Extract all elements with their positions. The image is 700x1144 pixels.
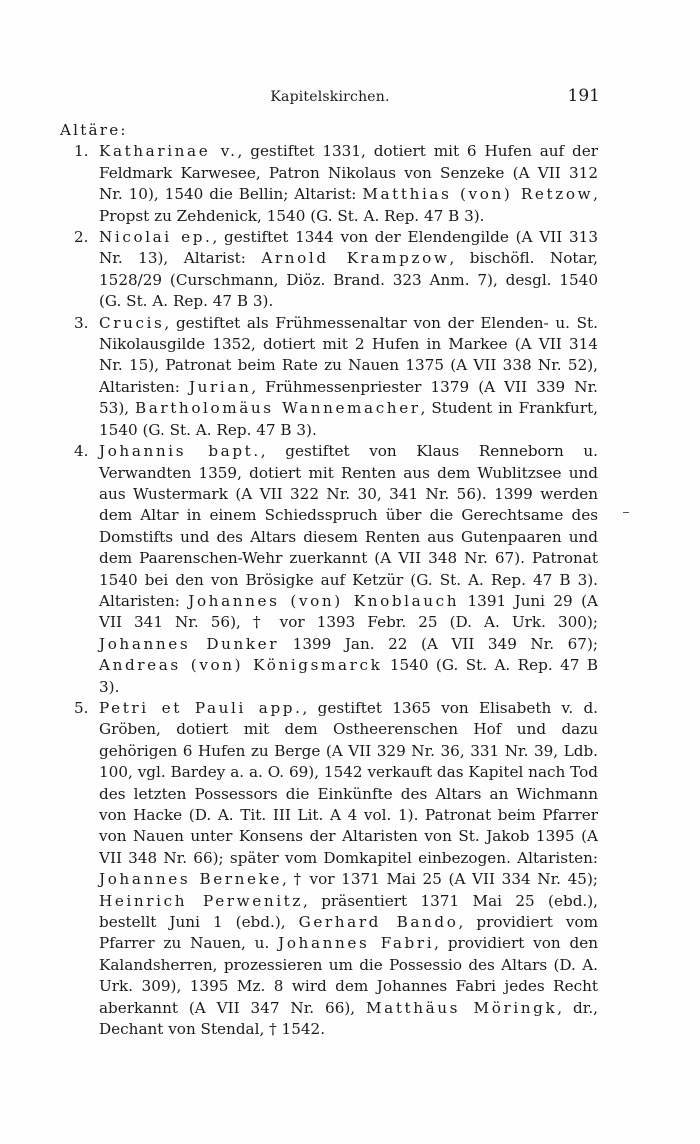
spaced-name: Johannis bapt. bbox=[99, 442, 261, 461]
entry-text: 1399 Jan. 22 (A VII 349 Nr. 67); bbox=[279, 634, 598, 653]
entry-text: , Frühmessenpriester 1379 (A VII 339 Nr. 53), bbox=[99, 377, 598, 418]
entry-text: , gestiftet 1331, dotiert mit 6 Hufen auf der Feldmark Karwesee, Patron Nikolaus von Senzeke (A VII 312 Nr. 10), 1540 die Bellin; Altarist: bbox=[99, 142, 598, 204]
entry-text: , providiert vom Pfarrer zu Nauen, u. bbox=[99, 913, 598, 953]
spaced-name: Petri et Pauli app. bbox=[99, 698, 303, 717]
running-title: Kapitelskirchen. bbox=[270, 89, 390, 105]
entry-text: , gestiftet von Klaus Renneborn u. Verwandten 1359, dotiert mit Renten aus dem Wublitzsee und aus Wustermark (A VII 322 Nr. 30, 341 Nr. 56). 1399 werden dem Altar in einem Schiedsspruch über die Gerechtsame des Domstifts und des Altars diesem Renten aus Gutenpaaren und dem Paarenschen-Wehr zuerkannt (A VII 348 Nr. 67). Patronat 1540 bei den von Brösigke auf Ketzür (G. St. A. Rep. 47 B 3). Altaristen: bbox=[99, 442, 598, 610]
entry-number: 2. bbox=[74, 228, 89, 247]
spaced-name: Johannes Dunker bbox=[99, 634, 280, 653]
entry-number: 1. bbox=[74, 142, 89, 161]
spaced-name: Jurian bbox=[188, 377, 252, 396]
altar-entry bbox=[60, 227, 598, 313]
spaced-name: Johannes Fabri bbox=[278, 934, 435, 953]
entry-text: , providiert von den Kalandsherren, prozessieren um die Possessio des Altars (D. A. Urk. 309), 1395 Mz. 8 wird dem Johannes Fabri jedes Recht aberkannt (A VII 347 Nr. 66), bbox=[99, 934, 598, 1017]
altar-list bbox=[60, 141, 598, 1040]
entry-text: , † vor 1371 Mai 25 (A VII 334 Nr. 45); bbox=[282, 870, 598, 889]
entry-number: 4. bbox=[74, 442, 89, 461]
entry-text: , gestiftet als Frühmessenaltar von der Elenden- u. St. Nikolausgilde 1352, dotiert mit 2 Hufen in Markee (A VII 314 Nr. 15), Patronat beim Rate zu Nauen 1375 (A VII 338 Nr. 52), Altaristen: bbox=[99, 313, 598, 396]
running-head bbox=[60, 86, 600, 108]
spaced-name: Arnold Krampzow bbox=[261, 249, 450, 268]
entry-text: , bischöfl. Notar, 1528/29 (Curschmann, Diöz. Brand. 323 Anm. 7), desgl. 1540 (G. St. A. Rep. 47 B 3). bbox=[99, 249, 598, 311]
page-number: 191 bbox=[567, 86, 600, 106]
spaced-name: Nicolai ep. bbox=[99, 228, 213, 247]
entry-text: , Propst zu Zehdenick, 1540 (G. St. A. Rep. 47 B 3). bbox=[99, 185, 598, 225]
spaced-name: Heinrich Perwenitz bbox=[99, 891, 303, 910]
spaced-name: Johannes (von) Knoblauch bbox=[188, 591, 460, 610]
entry-text: , präsentiert 1371 Mai 25 (ebd.), bestellt Juni 1 (ebd.), bbox=[99, 891, 598, 932]
entry-number: 5. bbox=[74, 698, 89, 717]
spaced-name: Bartholomäus Wannemacher bbox=[134, 399, 421, 418]
altar-entry bbox=[60, 441, 598, 698]
entry-text: , dr., Dechant von Stendal, † 1542. bbox=[99, 998, 598, 1039]
entry-text: , gestiftet 1344 von der Elendengilde (A VII 313 Nr. 13), Altarist: bbox=[99, 228, 598, 268]
altar-entry bbox=[60, 698, 598, 1041]
entry-number: 3. bbox=[74, 313, 89, 332]
entry-text: , gestiftet 1365 von Elisabeth v. d. Gröben, dotiert mit dem Ostheerenschen Hof und dazu gehörigen 6 Hufen zu Berge (A VII 329 Nr. 36, 331 Nr. 39, Ldb. 100, vgl. Bardey a. a. O. 69), 1542 verkauft das Kapitel nach Tod des letzten Possessors die Einkünfte des Altars an Wichmann von Hacke (D. A. Tit. III Lit. A 4 vol. 1). Patronat beim Pfarrer von Nauen unter Konsens der Altaristen von St. Jakob 1395 (A VII 348 Nr. 66); später vom Domkapitel einbezogen. Altaristen: bbox=[99, 698, 598, 867]
entry-text: 1540 (G. St. A. Rep. 47 B 3). bbox=[99, 656, 598, 696]
section-heading: Altäre: bbox=[60, 121, 128, 139]
altar-entry bbox=[60, 141, 598, 227]
spaced-name: Matthias (von) Retzow bbox=[362, 185, 594, 204]
spaced-name: Matthäus Möringk bbox=[366, 998, 558, 1017]
entry-text: 1391 Juni 29 (A VII 341 Nr. 56), † vor 1393 Febr. 25 (D. A. Urk. 300); bbox=[99, 591, 598, 632]
margin-mark bbox=[623, 512, 629, 513]
spaced-name: Katharinae v. bbox=[99, 142, 238, 161]
entry-text: , Student in Frankfurt, 1540 (G. St. A. Rep. 47 B 3). bbox=[99, 399, 599, 439]
spaced-name: Andreas (von) Königsmarck bbox=[99, 656, 383, 675]
main-text bbox=[60, 120, 598, 1040]
spaced-name: Gerhard Bando bbox=[298, 913, 459, 932]
spaced-name: Johannes Berneke bbox=[99, 870, 283, 889]
altar-entry bbox=[60, 313, 598, 441]
spaced-name: Crucis bbox=[99, 313, 165, 332]
